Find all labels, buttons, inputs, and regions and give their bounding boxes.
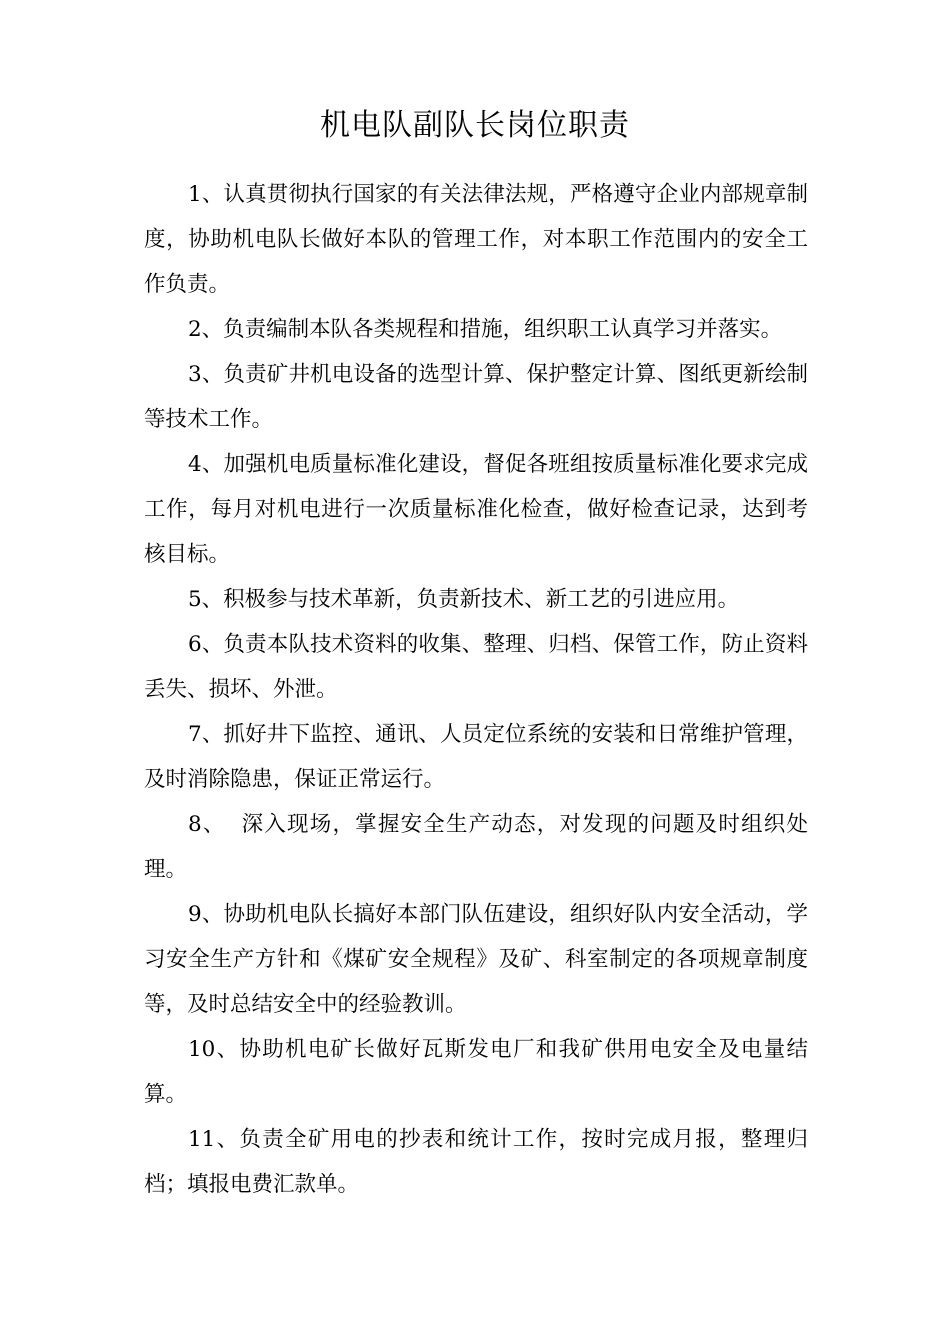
duty-item-10: 10、协助机电矿长做好瓦斯发电厂和我矿供用电安全及电量结算。 [144,1037,808,1107]
duty-item-11: 11、负责全矿用电的抄表和统计工作，按时完成月报，整理归档；填报电费汇款单。 [144,1127,808,1197]
duty-item-1: 1、认真贯彻执行国家的有关法律法规，严格遵守企业内部规章制度，协助机电队长做好本队的管理工作，对本职工作范围内的安全工作负责。 [144,182,808,297]
duty-item-5: 5、积极参与技术革新，负责新技术、新工艺的引进应用。 [188,587,740,612]
document-body [144,172,808,1207]
duty-item-7: 7、抓好井下监控、通讯、人员定位系统的安装和日常维护管理，及时消除隐患，保证正常运行。 [144,722,808,792]
duty-item-3: 3、负责矿井机电设备的选型计算、保护整定计算、图纸更新绘制等技术工作。 [144,362,808,432]
duty-item-9: 9、协助机电队长搞好本部门队伍建设，组织好队内安全活动，学习安全生产方针和《煤矿安全规程》及矿、科室制定的各项规章制度等，及时总结安全中的经验教训。 [144,902,808,1017]
document-title: 机电队副队长岗位职责 [320,108,630,143]
duty-item-6: 6、负责本队技术资料的收集、整理、归档、保管工作，防止资料丢失、损坏、外泄。 [144,632,808,702]
duty-item-4: 4、加强机电质量标准化建设，督促各班组按质量标准化要求完成工作，每月对机电进行一次质量标准化检查，做好检查记录，达到考核目标。 [144,452,808,567]
duty-item-2: 2、负责编制本队各类规程和措施，组织职工认真学习并落实。 [188,317,783,342]
duty-item-8: 8、 深入现场，掌握安全生产动态，对发现的问题及时组织处理。 [144,812,808,882]
